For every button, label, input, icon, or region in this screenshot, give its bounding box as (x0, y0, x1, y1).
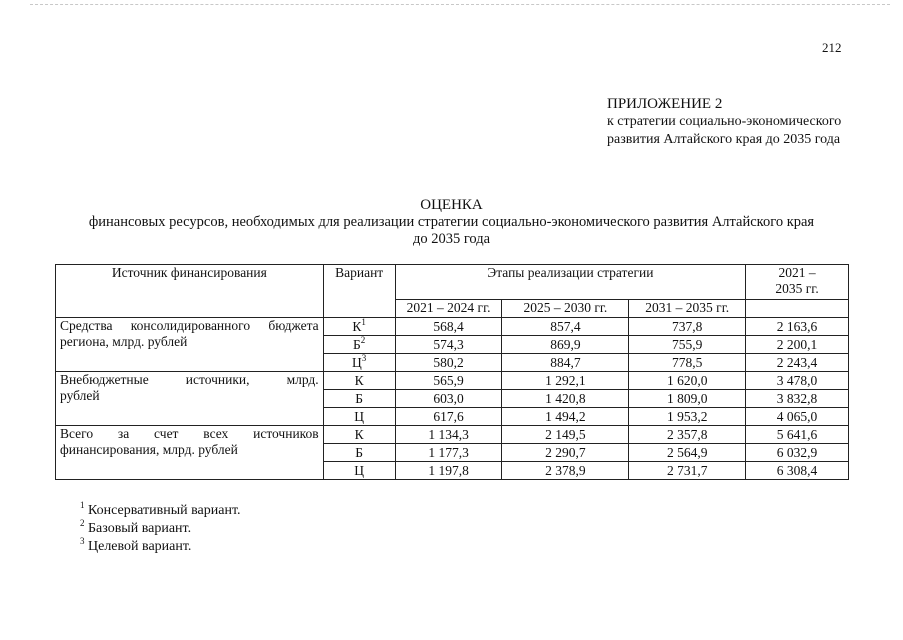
footnote-mark: 1 (80, 500, 85, 510)
total-value-cell: 3 478,0 (746, 372, 849, 390)
header-period-3: 2031 – 2035 гг. (629, 300, 746, 318)
header-variant: Вариант (323, 265, 395, 318)
document-subtitle-line-1: финансовых ресурсов, необходимых для реализации стратегии социально-экономического развития Алтайского края (88, 214, 815, 230)
period-value-cell: 2 149,5 (502, 426, 629, 444)
source-line-1: Средства консолидированного бюджета (60, 318, 319, 333)
period-value-cell: 580,2 (395, 354, 502, 372)
appendix-line-1: к стратегии социально-экономического (607, 114, 842, 129)
period-value-cell: 1 809,0 (629, 390, 746, 408)
source-line-1: Внебюджетные источники, млрд. (60, 372, 319, 387)
variant-label: Б (353, 336, 361, 352)
source-line-1: Всего за счет всех источников (60, 426, 319, 441)
footnote-text: Базовый вариант. (88, 521, 192, 536)
header-total-empty (746, 300, 849, 318)
source-cell (56, 372, 324, 426)
period-value-cell: 1 197,8 (395, 462, 502, 480)
period-value-cell: 1 953,2 (629, 408, 746, 426)
footnotes (80, 502, 241, 556)
period-value-cell: 857,4 (502, 318, 629, 336)
footnote-text: Целевой вариант. (88, 539, 192, 554)
footnote-marker: 2 (360, 334, 366, 345)
period-value-cell: 1 420,8 (502, 390, 629, 408)
period-value-cell: 2 731,7 (629, 462, 746, 480)
total-value-cell: 2 163,6 (746, 318, 849, 336)
variant-cell (323, 462, 395, 480)
variant-label: Ц (354, 462, 365, 478)
period-value-cell: 603,0 (395, 390, 502, 408)
variant-cell (323, 408, 395, 426)
variant-cell (323, 336, 395, 354)
header-total (746, 265, 849, 300)
header-stages: Этапы реализации стратегии (395, 265, 745, 300)
appendix-header (607, 95, 841, 149)
total-value-cell: 5 641,6 (746, 426, 849, 444)
period-value-cell: 1 292,1 (502, 372, 629, 390)
variant-label: Ц (352, 354, 362, 370)
variant-label: Б (355, 444, 364, 460)
header-period-1: 2021 – 2024 гг. (395, 300, 502, 318)
period-value-cell: 1 494,2 (502, 408, 629, 426)
table-row (56, 318, 849, 336)
total-value-cell: 2 243,4 (746, 354, 849, 372)
period-value-cell: 755,9 (629, 336, 746, 354)
variant-cell (323, 426, 395, 444)
footnote-item (80, 520, 241, 538)
total-value-cell: 6 308,4 (746, 462, 849, 480)
table-body (56, 318, 849, 480)
footnote-item (80, 502, 241, 520)
header-total-line-1: 2021 – (778, 265, 816, 280)
variant-label: Б (355, 390, 364, 406)
document-subtitle-line-2: до 2035 года (412, 231, 491, 247)
variant-cell (323, 354, 395, 372)
source-cell (56, 426, 324, 480)
document-title: ОЦЕНКА (420, 197, 483, 213)
variant-cell (323, 318, 395, 336)
variant-label: К (352, 318, 362, 334)
variant-label: К (354, 426, 364, 442)
period-value-cell: 1 177,3 (395, 444, 502, 462)
period-value-cell: 2 357,8 (629, 426, 746, 444)
financial-resources-table (55, 264, 849, 480)
period-value-cell: 737,8 (629, 318, 746, 336)
page-number: 212 (822, 40, 842, 55)
table-row (56, 372, 849, 390)
header-total-line-2: 2035 гг. (775, 281, 819, 296)
period-value-cell: 568,4 (395, 318, 502, 336)
total-value-cell: 6 032,9 (746, 444, 849, 462)
source-line-2: рублей (60, 388, 100, 403)
source-cell (56, 318, 324, 372)
footnote-marker: 1 (361, 316, 366, 327)
header-period-2: 2025 – 2030 гг. (502, 300, 629, 318)
document-title-block (40, 197, 863, 248)
period-value-cell: 565,9 (395, 372, 502, 390)
appendix-line-2: развития Алтайского края до 2035 года (607, 132, 841, 147)
source-line-2: финансирования, млрд. рублей (60, 442, 238, 457)
period-value-cell: 617,6 (395, 408, 502, 426)
total-value-cell: 2 200,1 (746, 336, 849, 354)
period-value-cell: 574,3 (395, 336, 502, 354)
period-value-cell: 778,5 (629, 354, 746, 372)
period-value-cell: 2 564,9 (629, 444, 746, 462)
scan-edge-line (30, 4, 890, 5)
footnote-mark: 3 (80, 536, 85, 546)
source-line-2: региона, млрд. рублей (60, 334, 188, 349)
total-value-cell: 3 832,8 (746, 390, 849, 408)
period-value-cell: 2 290,7 (502, 444, 629, 462)
appendix-title: ПРИЛОЖЕНИЕ 2 (607, 96, 723, 112)
header-source: Источник финансирования (56, 265, 324, 318)
total-value-cell: 4 065,0 (746, 408, 849, 426)
footnote-text: Консервативный вариант. (88, 503, 241, 518)
period-value-cell: 1 620,0 (629, 372, 746, 390)
period-value-cell: 1 134,3 (395, 426, 502, 444)
variant-label: К (354, 372, 364, 388)
period-value-cell: 884,7 (502, 354, 629, 372)
variant-cell (323, 372, 395, 390)
variant-cell (323, 444, 395, 462)
period-value-cell: 2 378,9 (502, 462, 629, 480)
footnote-item (80, 538, 241, 556)
variant-label: Ц (354, 408, 365, 424)
table-row (56, 426, 849, 444)
footnote-marker: 3 (361, 352, 367, 363)
footnote-mark: 2 (80, 518, 85, 528)
variant-cell (323, 390, 395, 408)
period-value-cell: 869,9 (502, 336, 629, 354)
